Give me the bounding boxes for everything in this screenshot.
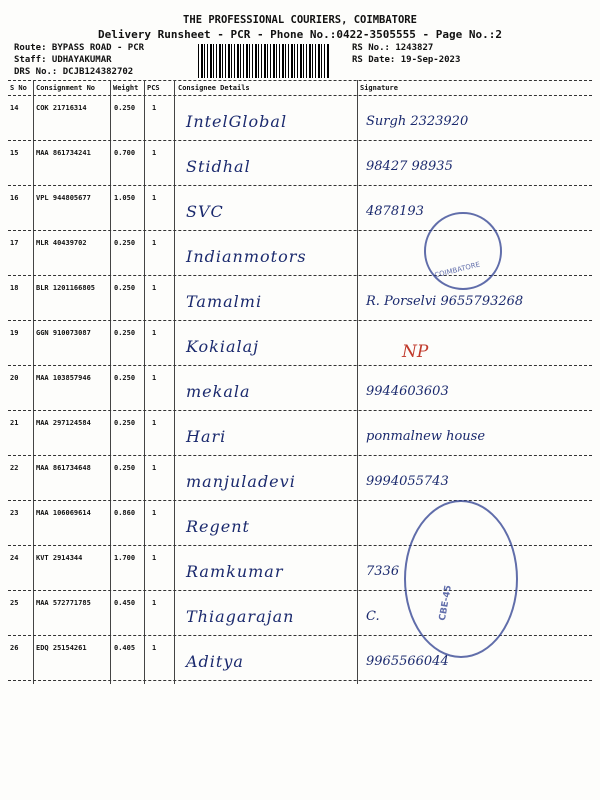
signature-handwriting: 7336 [366,564,400,579]
route-label: Route: BYPASS ROAD - PCR [14,43,145,53]
consignment-cell: VPL 944805677 [36,194,91,202]
consignee-handwriting: Aditya [186,652,244,671]
signature-handwriting: ponmalnew house [366,429,486,444]
consignee-handwriting: Stidhal [186,157,251,176]
company-title: THE PROFESSIONAL COURIERS, COIMBATORE [183,14,417,26]
pcs-cell: 1 [152,599,157,607]
weight-cell: 0.405 [114,644,136,652]
pcs-cell: 1 [152,239,157,247]
consignee-handwriting: Regent [186,517,250,536]
sno-cell: 16 [10,194,19,202]
consignee-handwriting: Thiagarajan [186,607,295,626]
stamp-cbe [404,500,518,658]
np-mark: NP [402,342,429,362]
pcs-cell: 1 [152,104,157,112]
row-divider [8,455,592,456]
pcs-cell: 1 [152,149,157,157]
pcs-cell: 1 [152,284,157,292]
pcs-cell: 1 [152,194,157,202]
pcs-cell: 1 [152,509,157,517]
table-row [0,323,600,365]
signature-handwriting: C. [366,609,380,624]
sno-cell: 23 [10,509,19,517]
sno-cell: 17 [10,239,19,247]
consignment-cell: MAA 103857946 [36,374,91,382]
col-sno: S No [10,84,27,92]
drs-label: DRS No.: DCJB124382702 [14,67,134,77]
consignment-cell: BLR 1201166805 [36,284,96,292]
col-weight: Weight [113,84,139,92]
signature-handwriting: 9994055743 [366,474,449,489]
consignment-cell: MAA 106069614 [36,509,91,517]
col-consignment: Consignment No [36,84,96,92]
signature-handwriting: 98427 98935 [366,159,453,174]
header-bottom-rule [8,95,592,96]
sno-cell: 15 [10,149,19,157]
consignee-handwriting: Hari [186,427,227,446]
runsheet-subtitle: Delivery Runsheet - PCR - Phone No.:0422-3505555 - Page No.:2 [98,28,502,41]
sno-cell: 22 [10,464,19,472]
consignment-cell: GGN 910073087 [36,329,91,337]
row-divider [8,500,592,501]
weight-cell: 0.250 [114,239,136,247]
sno-cell: 18 [10,284,19,292]
signature-handwriting: 9965566044 [366,654,449,669]
signature-handwriting: Surgh 2323920 [366,114,469,129]
col-consignee: Consignee Details [178,84,250,92]
pcs-cell: 1 [152,374,157,382]
table-row [0,368,600,410]
sno-cell: 25 [10,599,19,607]
consignment-cell: MLR 40439702 [36,239,87,247]
stamp-coimbatore-text: COIMBATORE [433,260,481,280]
stamp-coimbatore [424,212,502,290]
table-row [0,413,600,455]
pcs-cell: 1 [152,329,157,337]
weight-cell: 0.250 [114,104,136,112]
consignment-cell: COK 21716314 [36,104,87,112]
sno-cell: 19 [10,329,19,337]
table-row [0,638,600,680]
rs-date-label: RS Date: 19-Sep-2023 [352,55,461,65]
sno-cell: 20 [10,374,19,382]
consignee-handwriting: Tamalmi [186,292,263,311]
consignee-handwriting: SVC [186,202,224,221]
barcode [198,44,330,78]
consignment-cell: MAA 572771785 [36,599,91,607]
table-row [0,143,600,185]
weight-cell: 0.250 [114,329,136,337]
weight-cell: 1.700 [114,554,136,562]
consignee-handwriting: manjuladevi [186,472,296,491]
consignment-cell: EDQ 25154261 [36,644,87,652]
header-rule [8,80,592,81]
consignee-handwriting: Ramkumar [186,562,284,581]
stamp-cbe-text: CBE-45 [437,584,454,622]
weight-cell: 0.250 [114,464,136,472]
pcs-cell: 1 [152,644,157,652]
row-divider [8,680,592,681]
sno-cell: 24 [10,554,19,562]
weight-cell: 0.250 [114,419,136,427]
signature-handwriting: R. Porselvi 9655793268 [366,294,524,309]
table-row [0,188,600,230]
pcs-cell: 1 [152,554,157,562]
row-divider [8,275,592,276]
staff-label: Staff: UDHAYAKUMAR [14,55,112,65]
signature-handwriting: 4878193 [366,204,424,219]
consignment-cell: MAA 297124584 [36,419,91,427]
weight-cell: 0.250 [114,374,136,382]
consignment-cell: KVT 2914344 [36,554,83,562]
row-divider [8,320,592,321]
pcs-cell: 1 [152,464,157,472]
sno-cell: 26 [10,644,19,652]
weight-cell: 0.450 [114,599,136,607]
row-divider [8,185,592,186]
sno-cell: 14 [10,104,19,112]
col-pcs: PCS [147,84,160,92]
signature-handwriting: 9944603603 [366,384,449,399]
weight-cell: 0.250 [114,284,136,292]
row-divider [8,140,592,141]
table-row [0,458,600,500]
consignment-cell: MAA 861734241 [36,149,91,157]
table-row [0,233,600,275]
consignee-handwriting: Kokialaj [186,337,260,356]
consignee-handwriting: Indianmotors [186,247,307,266]
col-signature: Signature [360,84,398,92]
row-divider [8,230,592,231]
row-divider [8,635,592,636]
table-row [0,98,600,140]
pcs-cell: 1 [152,419,157,427]
row-divider [8,365,592,366]
consignee-handwriting: IntelGlobal [186,112,288,131]
sno-cell: 21 [10,419,19,427]
table-row [0,278,600,320]
consignee-handwriting: mekala [186,382,251,401]
consignment-cell: MAA 861734648 [36,464,91,472]
row-divider [8,410,592,411]
rs-no-label: RS No.: 1243827 [352,43,434,53]
weight-cell: 0.860 [114,509,136,517]
weight-cell: 1.050 [114,194,136,202]
weight-cell: 0.700 [114,149,136,157]
